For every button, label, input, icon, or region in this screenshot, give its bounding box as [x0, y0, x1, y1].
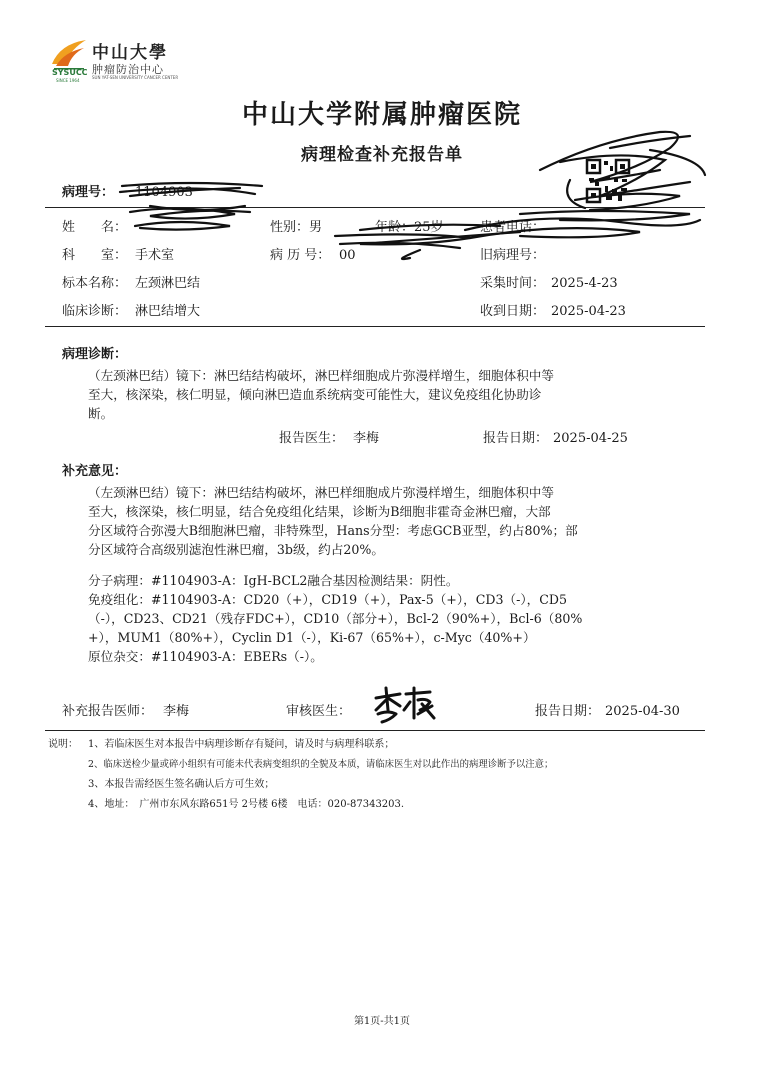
diagnosis-heading: 病理诊断：: [62, 347, 128, 362]
report-date-label: 报告日期：: [483, 431, 549, 446]
record-label: 病 历 号：: [270, 248, 331, 263]
specimen-label: 标本名称：: [62, 276, 128, 291]
hospital-logo-icon: [50, 38, 88, 70]
reviewer-signature: [370, 684, 440, 724]
record-value: 00: [339, 248, 356, 263]
ihc-line: 免疫组化：#1104903-A：CD20（+），CD19（+），Pax-5（+），CD3（-），CD5: [88, 592, 567, 607]
logo-english-name: SUN YAT-SEN UNIVERSITY CANCER CENTER: [92, 75, 179, 80]
pathology-no-label: 病理号：: [62, 185, 115, 200]
sex-value: 男: [309, 220, 323, 235]
supplement-doctor-name: 李梅: [163, 704, 190, 719]
final-report-date-value: 2025-04-30: [605, 704, 680, 719]
in-situ-hybridization: 原位杂交：#1104903-A：EBERs（-）。: [88, 649, 323, 664]
supplement-heading: 补充意见：: [62, 464, 128, 479]
reviewer-label: 审核医生：: [286, 704, 352, 719]
clinical-diagnosis-value: 淋巴结增大: [135, 304, 201, 319]
report-doctor-label: 报告医生：: [279, 431, 345, 446]
diagnosis-line: 断。: [88, 406, 114, 421]
dept-value: 手术室: [135, 248, 175, 263]
report-date-value: 2025-04-25: [553, 431, 628, 446]
note-item: 2、临床送检少量或碎小组织有可能未代表病变组织的全貌及本质，请临床医生对以此作出的病理诊断予以注意；: [88, 759, 554, 770]
supplement-doctor-label: 补充报告医师：: [62, 704, 154, 719]
old-pathology-no-label: 旧病理号：: [480, 248, 546, 263]
phone-label: 患者电话：: [480, 220, 546, 235]
received-date-label: 收到日期：: [480, 304, 546, 319]
report-title: 病理检查补充报告单: [301, 145, 463, 165]
age-value: 25岁: [414, 220, 444, 235]
diagnosis-line: （左颈淋巴结）镜下：淋巴结结构破坏，淋巴样细胞成片弥漫样增生，细胞体积中等: [88, 368, 554, 383]
molecular-pathology: 分子病理：#1104903-A：IgH-BCL2融合基因检测结果：阴性。: [88, 573, 459, 588]
pathology-no-value: 1104903: [135, 185, 193, 200]
logo-org-name: 中山大學: [92, 43, 168, 63]
qr-code-icon: [585, 158, 631, 204]
sex-label: 性别：: [270, 220, 310, 235]
supplement-line: （左颈淋巴结）镜下：淋巴结结构破坏，淋巴样细胞成片弥漫样增生，细胞体积中等: [88, 485, 554, 500]
specimen-value: 左颈淋巴结: [135, 276, 201, 291]
ihc-line: +），MUM1（80%+），Cyclin D1（-），Ki-67（65%+），c-Myc（40%+）: [88, 630, 536, 645]
report-doctor-name: 李梅: [353, 431, 380, 446]
page-number: 第1页-共1页: [353, 1016, 411, 1027]
notes-divider: [45, 730, 705, 731]
age-label: 年龄：: [375, 220, 415, 235]
note-item: 4、地址： 广州市东风东路651号 2号楼 6楼 电话：020-87343203.: [88, 799, 405, 810]
final-report-date-label: 报告日期：: [535, 704, 601, 719]
diagnosis-line: 至大，核深染，核仁明显，倾向淋巴造血系统病变可能性大，建议免疫组化协助诊: [88, 387, 542, 402]
name-label: 姓 名：: [62, 220, 128, 235]
note-item: 3、本报告需经医生签名确认后方可生效；: [88, 779, 275, 790]
supplement-line: 分区域符合弥漫大B细胞淋巴瘤，非特殊型，Hans分型：考虑GCB亚型，约占80%；部: [88, 523, 578, 538]
collect-time-label: 采集时间：: [480, 276, 546, 291]
info-divider: [45, 326, 705, 327]
notes-label: 说明：: [48, 739, 78, 750]
hospital-name: 中山大学附属肿瘤医院: [241, 100, 522, 130]
dept-label: 科 室：: [62, 248, 128, 263]
collect-time-value: 2025-4-23: [551, 276, 618, 291]
logo-center-name: 肿瘤防治中心: [92, 63, 164, 76]
logo-code: SYSUCC: [52, 68, 88, 77]
supplement-line: 至大，核深染，核仁明显，结合免疫组化结果，诊断为B细胞非霍奇金淋巴瘤，大部: [88, 504, 551, 519]
note-item: 1、若临床医生对本报告中病理诊断存有疑问，请及时与病理科联系；: [88, 739, 395, 750]
ihc-line: （-），CD23、CD21（残存FDC+），CD10（部分+），Bcl-2（90%+），Bcl-6（80%: [88, 611, 583, 626]
header-divider: [45, 207, 705, 208]
logo-since: SINCE 1964: [56, 78, 80, 83]
clinical-diagnosis-label: 临床诊断：: [62, 304, 128, 319]
received-date-value: 2025-04-23: [551, 304, 626, 319]
supplement-line: 分区域符合高级别滤泡性淋巴瘤，3b级，约占20%。: [88, 542, 384, 557]
